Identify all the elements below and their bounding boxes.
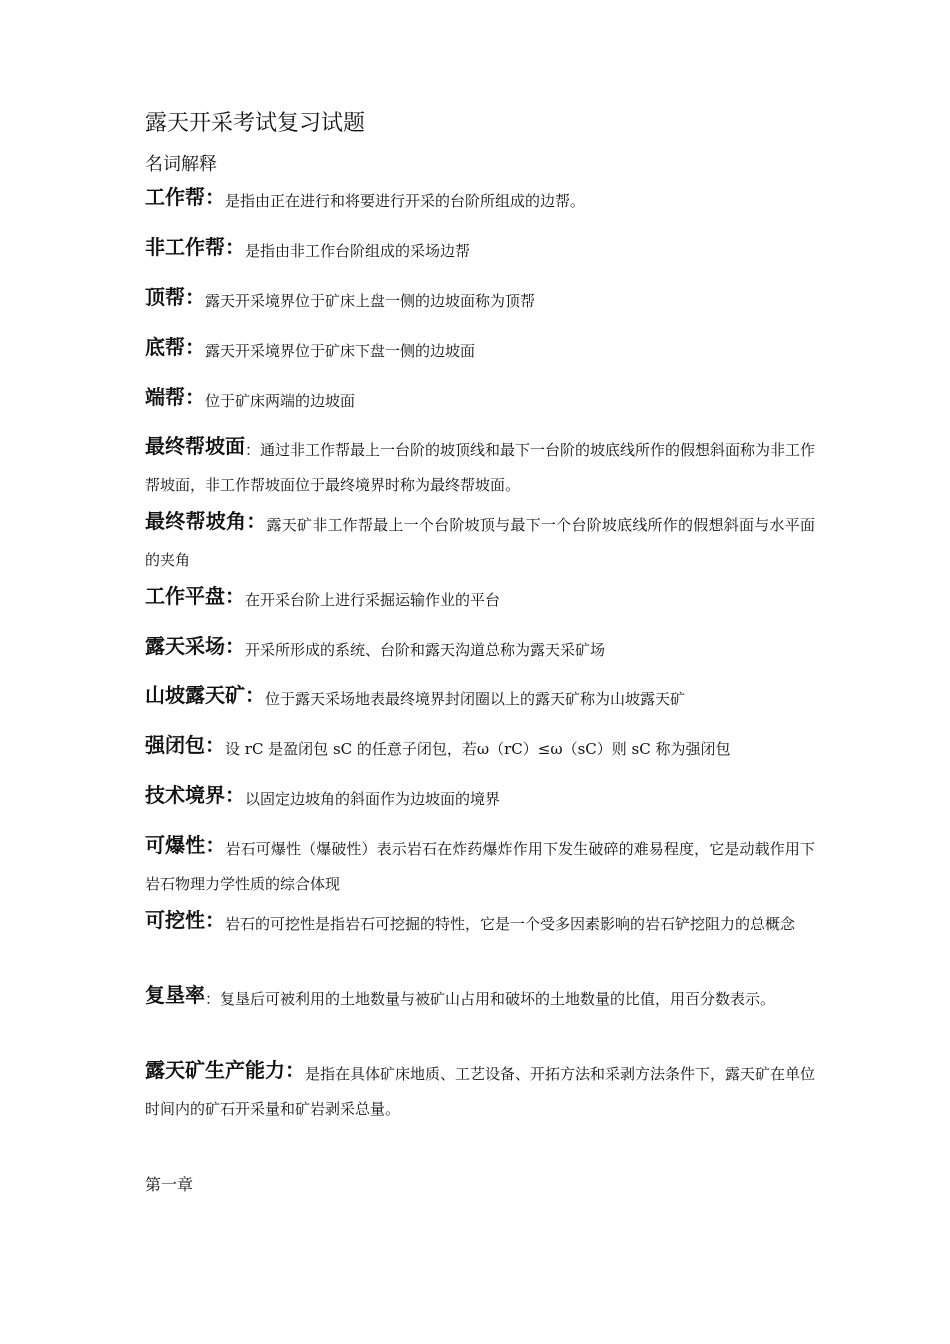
term-name: 最终帮坡角：: [145, 509, 267, 533]
term-entry: [145, 579, 815, 616]
chapter-heading: 第一章: [145, 1175, 194, 1194]
term-name: 顶帮：: [145, 285, 205, 309]
term-entry: [145, 678, 815, 715]
term-definition: 露天开采境界位于矿床上盘一侧的边坡面称为顶帮: [205, 292, 536, 310]
term-entry: [145, 280, 815, 317]
term-definition: 岩石的可挖性是指岩石可挖掘的特性，它是一个受多因素影响的岩石铲挖阻力的总概念: [225, 915, 796, 933]
term-name: 端帮：: [145, 385, 205, 409]
term-name: 最终帮坡面: [145, 434, 245, 458]
term-entry: [145, 230, 815, 267]
term-definition: 是指由正在进行和将要进行开采的台阶所组成的边帮。: [225, 192, 586, 210]
term-name: 工作帮：: [145, 185, 225, 209]
term-name: 工作平盘：: [145, 584, 245, 608]
term-entry: [145, 380, 815, 417]
term-definition: 是指由非工作台阶组成的采场边帮: [245, 242, 471, 260]
section-heading: 名词解释: [145, 154, 217, 175]
term-name: 露天矿生产能力：: [145, 1058, 305, 1082]
term-definition: 岩石可爆性（爆破性）表示岩石在炸药爆炸作用下发生破碎的难易程度，它是动载作用下岩石物理力学性质的综合体现: [145, 840, 815, 893]
term-name: 技术境界：: [145, 783, 245, 807]
term-definition: 设 rC 是盈闭包 sC 的任意子闭包，若ω（rC）≤ω（sC）则 sC 称为强闭包: [225, 740, 731, 758]
term-definition: 在开采台阶上进行采掘运输作业的平台: [245, 591, 501, 609]
term-entry: [145, 978, 815, 1015]
term-entry: [145, 778, 815, 815]
term-definition: 以固定边坡角的斜面作为边坡面的境界: [245, 790, 501, 808]
term-entry: [145, 429, 815, 501]
term-entry: [145, 1053, 815, 1125]
term-name: 底帮：: [145, 335, 205, 359]
term-entry: [145, 504, 815, 576]
document-title: 露天开采考试复习试题: [145, 111, 366, 136]
term-definition: 露天开采境界位于矿床下盘一侧的边坡面: [205, 342, 476, 360]
term-name: 强闭包：: [145, 733, 225, 757]
term-name: 露天采场：: [145, 634, 245, 658]
term-definition: 是指在具体矿床地质、工艺设备、开拓方法和采剥方法条件下，露天矿在单位时间内的矿石开采量和矿岩剥采总量。: [145, 1065, 816, 1118]
term-entry: [145, 903, 815, 940]
term-entry: [145, 330, 815, 367]
term-entry: [145, 828, 815, 900]
term-definition: ：通过非工作帮最上一台阶的坡顶线和最下一台阶的坡底线所作的假想斜面称为非工作帮坡面，非工作帮坡面位于最终境界时称为最终帮坡面。: [145, 441, 816, 494]
term-name: 复垦率: [145, 983, 205, 1007]
term-entry: [145, 728, 815, 765]
term-definition: ：复垦后可被利用的土地数量与被矿山占用和破坏的土地数量的比值，用百分数表示。: [205, 990, 776, 1008]
term-entry: [145, 180, 815, 217]
term-name: 山坡露天矿：: [145, 683, 265, 707]
term-definition: 位于露天采场地表最终境界封闭圈以上的露天矿称为山坡露天矿: [265, 690, 686, 708]
term-definition: 开采所形成的系统、台阶和露天沟道总称为露天采矿场: [245, 641, 606, 659]
term-name: 可爆性：: [145, 833, 226, 857]
term-entry: [145, 629, 815, 666]
term-definition: 位于矿床两端的边坡面: [205, 392, 356, 410]
term-name: 非工作帮：: [145, 235, 245, 259]
term-definition: 露天矿非工作帮最上一个台阶坡顶与最下一个台阶坡底线所作的假想斜面与水平面的夹角: [145, 516, 815, 569]
term-name: 可挖性：: [145, 908, 225, 932]
